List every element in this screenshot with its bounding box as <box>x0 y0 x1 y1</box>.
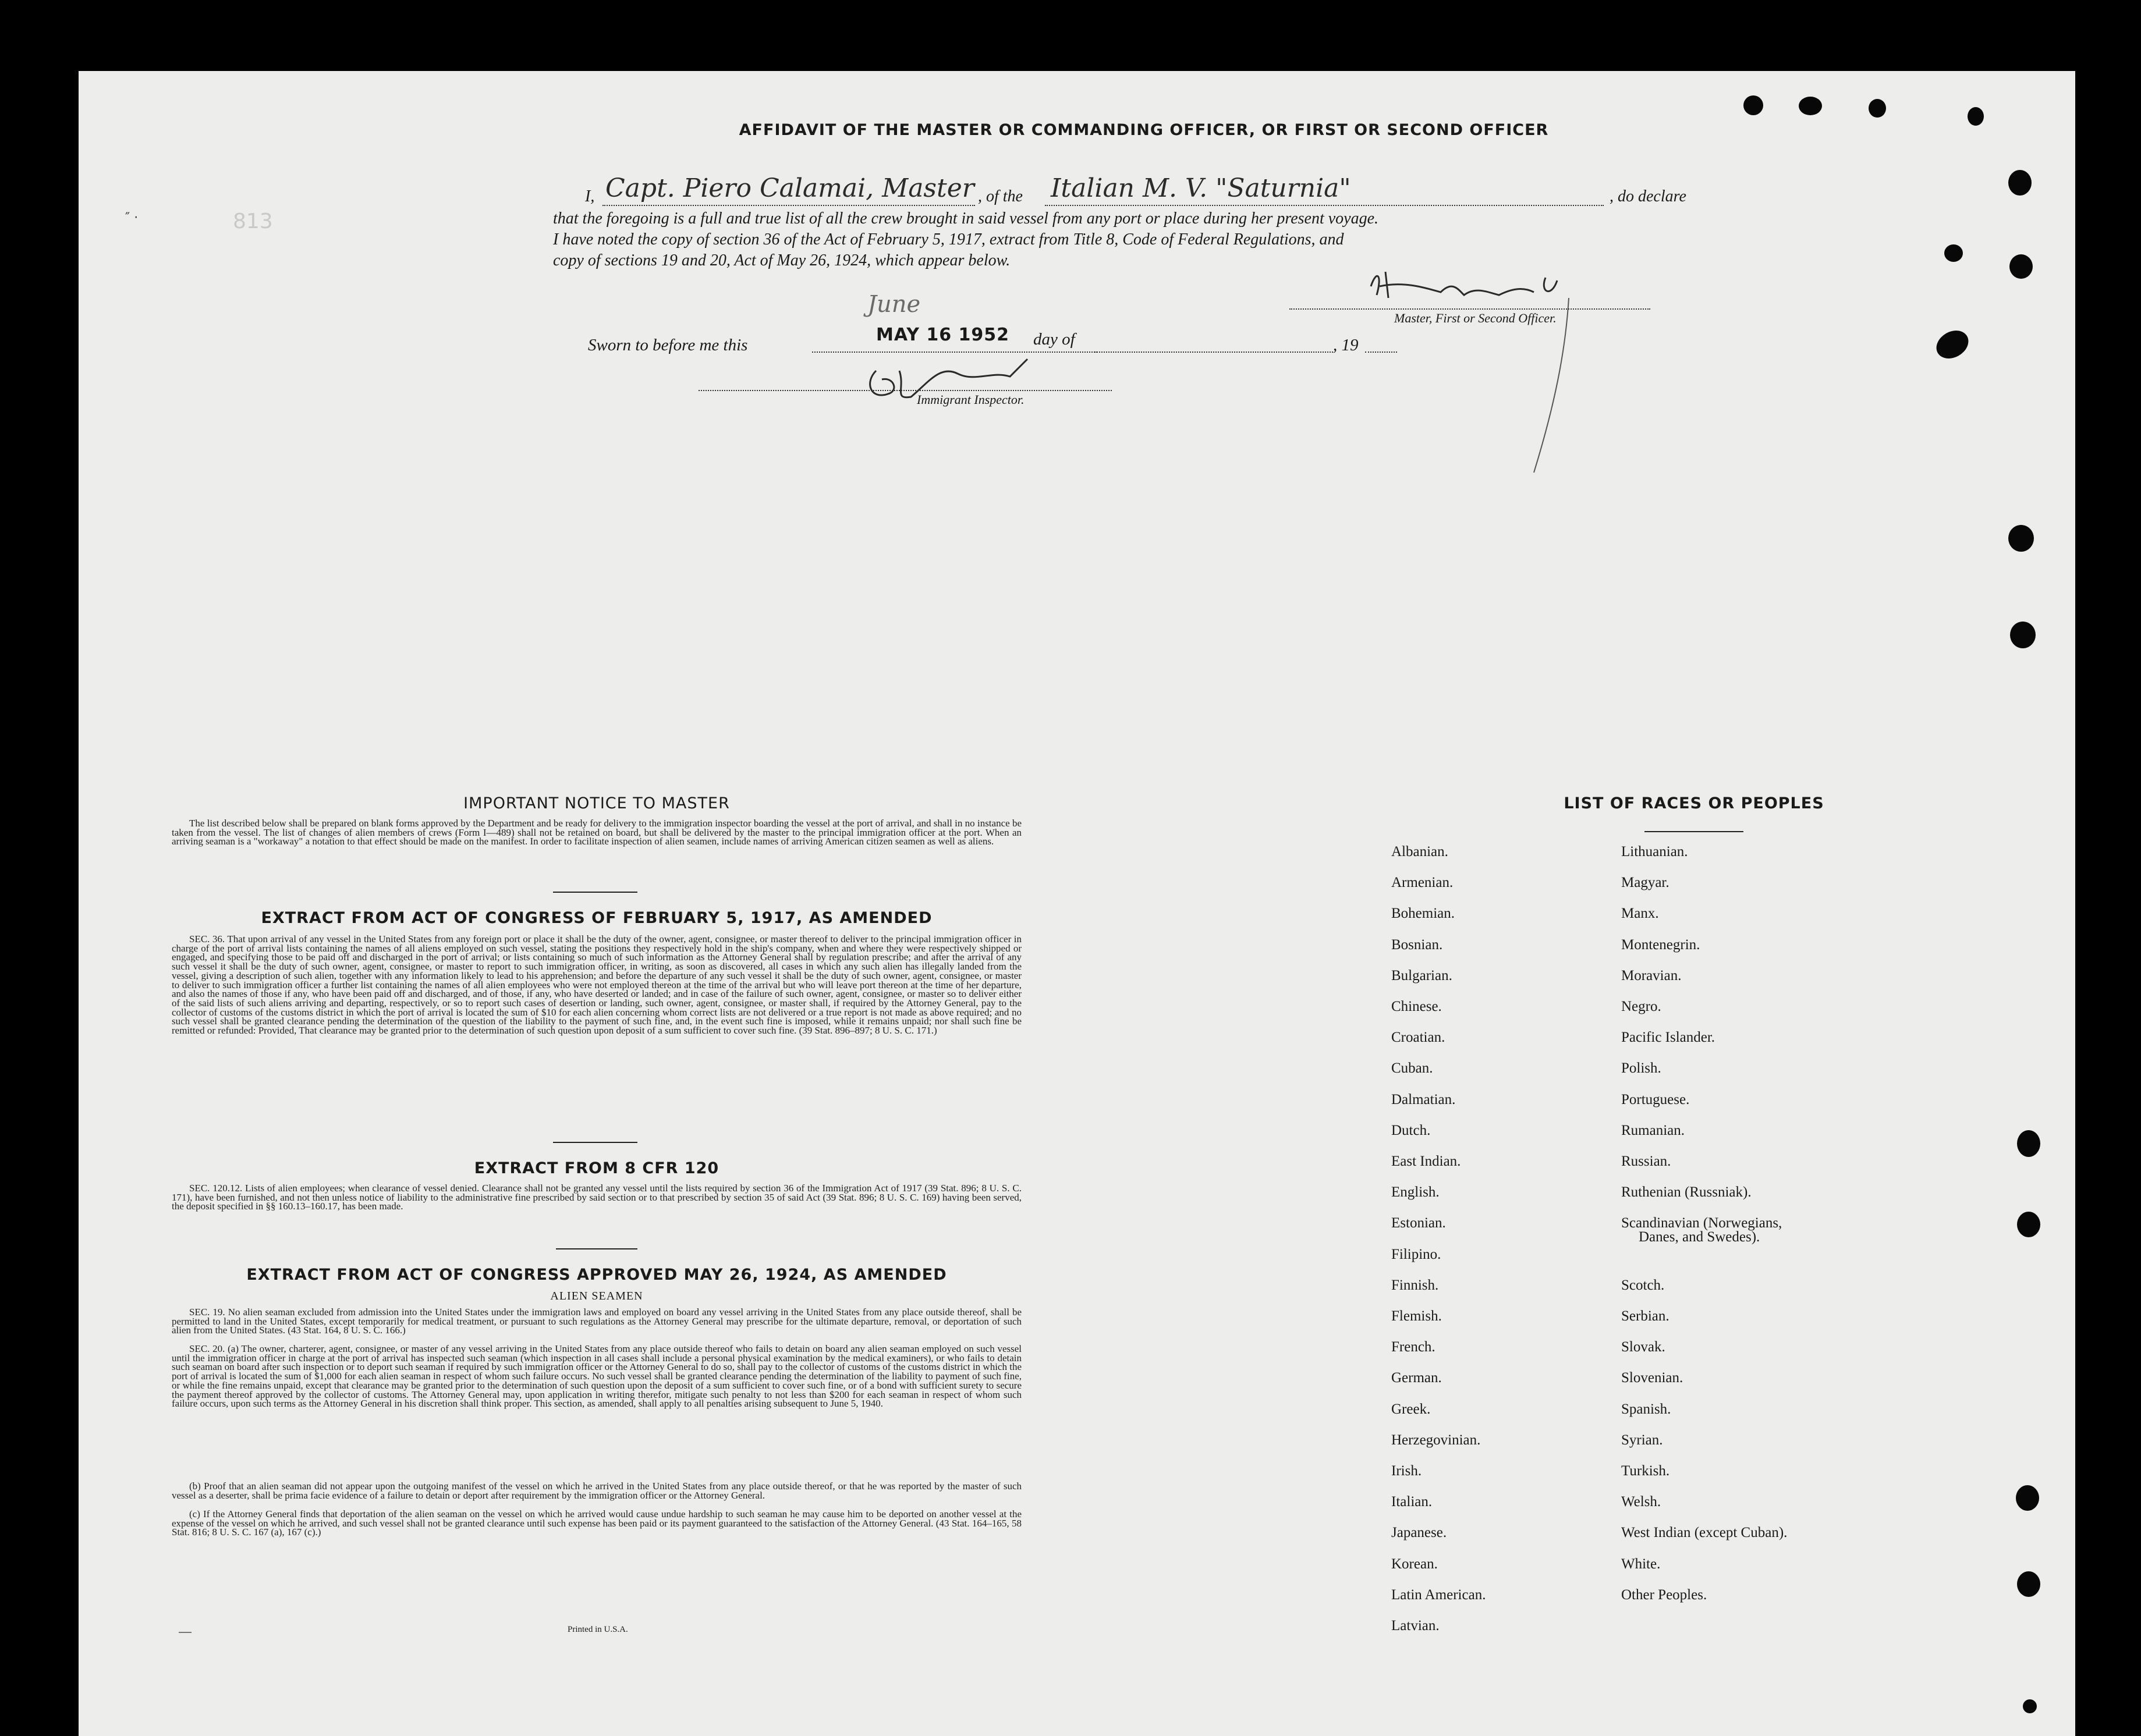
margin-tick: ″ · <box>125 211 139 225</box>
year-line <box>1365 352 1397 353</box>
bottom-mark <box>179 1632 192 1633</box>
sec-19-text: SEC. 19. No alien seaman excluded from admission into the United States under the immigration laws and employed on board any vessel arriving in the United States from any place outside thereof, shall be permitted to land in the United States, except temporarily for medical treatment, or pursuant to such regulations as the Attorney General may prescribe for the ultimate departure, removal, or deportation of such alien from the United States. (43 Stat. 164, 8 U. S. C. 166.) <box>172 1307 1022 1336</box>
race-item: Rumanian. <box>1621 1122 1685 1138</box>
race-item: French. <box>1391 1339 1435 1355</box>
master-signature <box>1359 263 1685 478</box>
signature-label: Master, First or Second Officer. <box>1394 311 1557 325</box>
punch-hole <box>1931 325 1973 364</box>
notice-title: IMPORTANT NOTICE TO MASTER <box>463 794 730 812</box>
punch-hole <box>1944 244 1963 262</box>
race-item: Polish. <box>1621 1060 1661 1077</box>
master-name-handwritten: Capt. Piero Calamai, Master <box>605 173 974 203</box>
race-item: Serbian. <box>1621 1308 1669 1324</box>
vessel-name-handwritten: Italian M. V. "Saturnia" <box>1051 173 1351 203</box>
affidavit-line-3: I have noted the copy of section 36 of the Act of February 5, 1917, extract from Title 8, Code of Federal Regulations, and <box>553 230 1344 248</box>
rule-1 <box>553 892 637 893</box>
rule-2 <box>553 1142 637 1143</box>
extract-1924-title: EXTRACT FROM ACT OF CONGRESS APPROVED MAY 26, 1924, AS AMENDED <box>246 1266 947 1284</box>
race-item: Pacific Islander. <box>1621 1029 1715 1046</box>
race-item: Slovenian. <box>1621 1370 1683 1386</box>
race-item: Portuguese. <box>1621 1091 1690 1107</box>
race-item: Syrian. <box>1621 1432 1663 1448</box>
punch-hole <box>2016 1485 2039 1511</box>
notice-text: The list described below shall be prepared on blank forms approved by the Department and be ready for delivery to the immigration inspector boarding the vessel at the port of arrival, and shall in no instance be taken from the vessel. The list of changes of alien members of crews (Form I—489) shall not be retained on board, but shall be delivered by the master to the principal immigration officer at the port. When an arriving seaman is a "workaway" a notation to that effect should be made on the manifest. In order to facilitate inspection of alien seamen, include names of arriving American citizen seamen as well as aliens. <box>172 818 1022 847</box>
race-item: Latin American. <box>1391 1586 1486 1603</box>
extract-cfr-text: SEC. 120.12. Lists of alien employees; when clearance of vessel denied. Clearance shall not be granted any vessel until the lists required by section 36 of the Immigration Act of 1917 (39 Stat. 896; 8 U. S. C. 171), have been furnished, and not then unless notice of liability to the administrative fine prescribed by said section or to that prescribed by section 35 of said Act (39 Stat. 896; 8 U. S. C. 169) having been served, the deposit specified in §§ 160.13–160.17, has been made. <box>172 1183 1022 1212</box>
punch-hole <box>1743 95 1763 115</box>
year-prefix: , 19 <box>1333 336 1359 354</box>
race-item: Dutch. <box>1391 1122 1431 1138</box>
punch-hole <box>2017 1212 2040 1237</box>
month-line <box>1094 352 1333 353</box>
race-item: Ruthenian (Russniak). <box>1621 1184 1752 1201</box>
races-rule <box>1644 831 1743 832</box>
vessel-name-line <box>1045 205 1604 206</box>
extract-1917-title: EXTRACT FROM ACT OF CONGRESS OF FEBRUARY 5, 1917, AS AMENDED <box>261 909 933 927</box>
race-item: Flemish. <box>1391 1308 1442 1324</box>
printed-in-usa: Printed in U.S.A. <box>568 1625 628 1634</box>
sec-20a-text: SEC. 20. (a) The owner, charterer, agent, consignee, or master of any vessel arriving in the United States from any place outside thereof who fails to detain on board any alien seaman employed on such vessel until the immigration officer in charge at the port of arrival has inspected such seaman (which inspection in all cases shall include a personal physical examination by the medical examiners), or who fails to detain such seaman on board after such inspection or to deport such seaman if required by such immigration officer or the Attorney General to do so, shall pay to the collector of customs of the customs district in which the port of arrival is located the sum of $1,000 for each alien seaman in respect of whom such failure occurs. No such vessel shall be granted clearance pending the determination of the liability to payment of such fine, or while the fine remains unpaid, except that clearance may be granted prior to the determination of such question upon the deposit of a sum sufficient to cover such fine, or of a bond with sufficient surety to secure the payment thereof approved by the collector of customs. The Attorney General may, upon application in writing therefor, mitigate such penalty to not less than $200 for each seaman in respect of whom such failure occurs, upon such terms as the Attorney General in his discretion shall think proper. This section, as amended, shall apply to all penalties arising subsequent to June 5, 1940. <box>172 1343 1022 1410</box>
punch-hole <box>1799 97 1822 115</box>
race-item: Manx. <box>1621 906 1659 922</box>
affidavit-line-2: that the foregoing is a full and true list of all the crew brought in said vessel from any port or place during her present voyage. <box>553 210 1379 228</box>
race-item: Danes, and Swedes). <box>1639 1229 1760 1245</box>
race-item: Estonian. <box>1391 1215 1446 1231</box>
race-item: Other Peoples. <box>1621 1586 1707 1603</box>
race-item: Greek. <box>1391 1401 1431 1417</box>
affidavit-of-the: , of the <box>978 187 1023 205</box>
race-item: English. <box>1391 1184 1440 1201</box>
race-item: German. <box>1391 1370 1442 1386</box>
margin-mark: 813 <box>233 210 273 233</box>
master-name-line <box>602 205 975 206</box>
race-item: Negro. <box>1621 999 1661 1014</box>
handwritten-june: June <box>867 291 921 318</box>
race-item: West Indian (except Cuban). <box>1621 1525 1788 1541</box>
race-item: Italian. <box>1391 1494 1433 1510</box>
punch-hole <box>1968 107 1984 126</box>
race-item: Lithuanian. <box>1621 844 1688 860</box>
race-item: Scandinavian (Norwegians, <box>1621 1215 1782 1231</box>
race-item: Armenian. <box>1391 875 1454 891</box>
alien-seamen-subtitle: ALIEN SEAMEN <box>550 1290 643 1302</box>
races-title: LIST OF RACES OR PEOPLES <box>1564 794 1824 812</box>
sworn-prefix: Sworn to before me this <box>588 336 748 354</box>
race-item: Filipino. <box>1391 1246 1441 1262</box>
inspector-label: Immigrant Inspector. <box>917 392 1025 407</box>
race-item: Montenegrin. <box>1621 936 1700 953</box>
race-item: Welsh. <box>1621 1494 1661 1510</box>
sec-20b-text: (b) Proof that an alien seaman did not appear upon the outgoing manifest of the vessel on which he arrived in the United States from any place outside thereof, or that he was reported by the master of such vessel as a deserter, shall be prima facie evidence of a failure to detain or deport after requirement by the immigration officer or the Attorney General. <box>172 1481 1022 1501</box>
race-item: Bulgarian. <box>1391 967 1452 984</box>
race-item: Scotch. <box>1621 1277 1665 1293</box>
race-item: Herzegovinian. <box>1391 1432 1481 1448</box>
race-item: Croatian. <box>1391 1029 1445 1046</box>
affidavit-i: I, <box>585 187 595 205</box>
race-item: Bosnian. <box>1391 936 1443 953</box>
inspector-line <box>699 390 1112 391</box>
day-of-label: day of <box>1033 330 1075 349</box>
race-item: White. <box>1621 1556 1661 1572</box>
affidavit-line-4: copy of sections 19 and 20, Act of May 26, 1924, which appear below. <box>553 251 1011 269</box>
race-item: Moravian. <box>1621 967 1682 984</box>
punch-hole <box>2023 1699 2037 1713</box>
race-item: Bohemian. <box>1391 906 1455 922</box>
punch-hole <box>2009 254 2033 279</box>
race-item: Chinese. <box>1391 999 1442 1014</box>
race-item: Finnish. <box>1391 1277 1439 1293</box>
punch-hole <box>2008 170 2032 196</box>
punch-hole <box>2008 525 2034 552</box>
punch-hole <box>2017 1571 2040 1597</box>
race-item: Spanish. <box>1621 1401 1671 1417</box>
race-item: Russian. <box>1621 1153 1671 1169</box>
document-page <box>79 71 2075 1736</box>
extract-cfr-title: EXTRACT FROM 8 CFR 120 <box>474 1159 719 1177</box>
rule-3 <box>556 1248 637 1249</box>
punch-hole <box>1869 99 1886 118</box>
race-item: Irish. <box>1391 1463 1422 1479</box>
punch-hole <box>2017 1130 2040 1157</box>
affidavit-title: AFFIDAVIT OF THE MASTER OR COMMANDING OFFICER, OR FIRST OR SECOND OFFICER <box>739 121 1549 139</box>
date-stamp: MAY 16 1952 <box>876 325 1010 345</box>
race-item: Latvian. <box>1391 1618 1440 1634</box>
race-item: Albanian. <box>1391 844 1448 860</box>
punch-hole <box>2010 622 2036 648</box>
race-item: East Indian. <box>1391 1153 1461 1169</box>
race-item: Turkish. <box>1621 1463 1670 1479</box>
race-item: Cuban. <box>1391 1060 1433 1077</box>
race-item: Magyar. <box>1621 875 1669 891</box>
race-item: Dalmatian. <box>1391 1091 1456 1107</box>
signature-line <box>1289 308 1650 310</box>
affidavit-do-declare: , do declare <box>1610 187 1686 205</box>
race-item: Slovak. <box>1621 1339 1665 1355</box>
extract-1917-text: SEC. 36. That upon arrival of any vessel in the United States from any foreign port or place it shall be the duty of the owner, agent, consignee, or master thereof to deliver to the principal immigration officer in charge of the port of arrival lists containing the names of all aliens employed on such vessel, stating the positions they respectively hold in the ship's company, when and where they were respectively shipped or engaged, and specifying those to be paid off and discharged in the port of arrival; or lists containing so much of such information as the Attorney General shall by regulation prescribe; and after the arrival of any such vessel it shall be the duty of such owner, agent, consignee, or master to report to such immigration officer, in writing, as soon as discovered, all cases in which any such alien has illegally landed from the vessel, giving a description of such alien, together with any information likely to lead to his apprehension; and before the departure of any such vessel it shall be the duty of such owner, agent, consignee, or master to deliver to such immigration officer a further list containing the names of all alien employees who were not employed thereon at the time of the arrival but who will leave port thereon at the time of her departure, and also the names of those if any, who have been paid off and discharged, and of those, if any, who have deserted or landed; and in case of the failure of such owner, agent, consignee, or master so to deliver either of the said lists of such aliens arriving and departing, respectively, or so to report such cases of desertion or landing, such owner, agent, consignee, or master shall, if required by the Attorney General, pay to the collector of customs of the customs district in which the port of arrival is located the sum of $10 for each alien concerning whom correct lists are not delivered or a true report is not made as above required; and no such vessel shall be granted clearance pending the determination of the question of the liability to the payment of such fine, and, in the event such fine is imposed, while it remains unpaid; nor shall such fine be remitted or refunded: Provided, That clearance may be granted prior to the determination of such question upon deposit of a sum sufficient to cover such fine. (39 Stat. 896–897; 8 U. S. C. 171.) <box>172 933 1022 1036</box>
sec-20c-text: (c) If the Attorney General finds that deportation of the alien seaman on the vessel on which he arrived would cause undue hardship to such seaman he may cause him to be deported on another vessel at the expense of the vessel on which he arrived, and such vessel shall not be granted clearance until such expense has been paid or its payment guaranteed to the satisfaction of the Attorney General. (43 Stat. 164–165, 58 Stat. 816; 8 U. S. C. 167 (a), 167 (c).) <box>172 1508 1022 1538</box>
race-item: Korean. <box>1391 1556 1438 1572</box>
race-item: Japanese. <box>1391 1525 1447 1541</box>
